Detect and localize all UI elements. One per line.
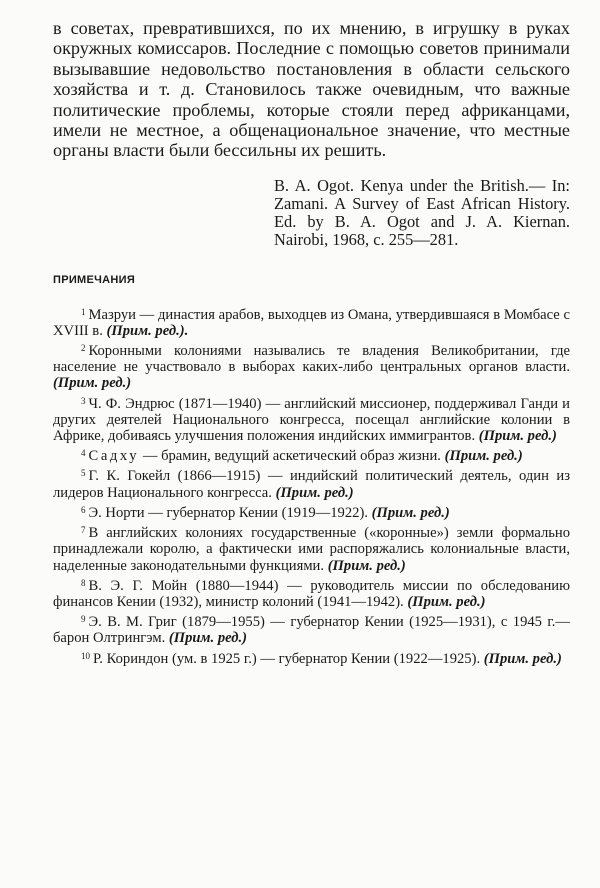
main-text bbox=[53, 18, 570, 161]
notes-heading: ПРИМЕЧАНИЯ bbox=[53, 273, 136, 286]
footnote-number: 3 bbox=[81, 395, 86, 406]
editor-note-mark: (Прим. ред.) bbox=[407, 593, 486, 610]
editor-note-mark: (Прим. ред.) bbox=[444, 448, 523, 465]
footnote-number: 2 bbox=[81, 343, 86, 354]
footnote-text: Э. В. М. Григ (1879—1955) — губернатор Кении (1925—1931), с 1945 г.— барон Олтрингэм. bbox=[53, 614, 570, 647]
footnote-text: В английских колониях государственные («коронные») земли формально принадлежали королю, а фактически ими распоряжались колониальные власти, наделенные законодательными функциями. bbox=[53, 525, 570, 574]
footnote bbox=[53, 465, 570, 500]
footnote-number: 7 bbox=[81, 525, 86, 536]
footnote-number: 4 bbox=[81, 448, 86, 459]
source-citation: B. A. Ogot. Kenya under the British.— In: Zamani. A Survey of East African History. Ed. by B. A. Ogot and J. A. Kiernan. Nairobi, 1968, c. 255—281. bbox=[274, 175, 570, 250]
footnote-text: Р. Кориндон (ум. в 1925 г.) — губернатор Кении (1922—1925). bbox=[93, 650, 481, 667]
footnote-number: 5 bbox=[81, 468, 86, 479]
footnote bbox=[53, 575, 570, 610]
footnote bbox=[53, 611, 570, 646]
footnote-text: В. Э. Г. Мойн (1880—1944) — руководитель миссии по обследованию финансов Кении (1932), министр колоний (1941—1942). bbox=[53, 577, 570, 610]
footnote bbox=[53, 522, 570, 574]
footnote bbox=[53, 304, 570, 339]
editor-note-mark: (Прим. ред.) bbox=[483, 650, 562, 667]
footnote-number: 10 bbox=[81, 650, 90, 661]
footnote-text: Э. Норти — губернатор Кении (1919—1922). bbox=[88, 504, 368, 521]
footnote bbox=[53, 340, 570, 392]
footnote-text: Мазруи — династия арабов, выходцев из Омана, утвердившаяся в Момбасе с XVIII в. bbox=[53, 306, 570, 339]
editor-note-mark: (Прим. ред.) bbox=[53, 375, 132, 392]
editor-note-mark: (Прим. ред.) bbox=[478, 428, 557, 445]
footnote bbox=[53, 502, 570, 521]
editor-note-mark: (Прим. ред.) bbox=[275, 484, 354, 501]
footnote-lead-term: Садху bbox=[88, 448, 140, 465]
editor-note-mark: (Прим. ред.). bbox=[106, 322, 189, 339]
editor-note-mark: (Прим. ред.) bbox=[371, 504, 450, 521]
footnote-text: — брамин, ведущий аскетический образ жизни. bbox=[139, 448, 441, 465]
footnote-number: 6 bbox=[81, 504, 86, 515]
footnote-text: Ч. Ф. Эндрюс (1871—1940) — английский миссионер, поддерживал Ганди и других деятелей Национального конгресса, посещал английские колонии в Африке, добиваясь улучшения положения индийских иммигрантов. bbox=[53, 395, 570, 445]
editor-note-mark: (Прим. ред.) bbox=[168, 630, 247, 647]
editor-note-mark: (Прим. ред.) bbox=[327, 557, 406, 574]
footnote bbox=[53, 393, 570, 445]
footnote bbox=[53, 648, 570, 667]
footnote-text: Коронными колониями назывались те владения Великобритании, где население не участвовало в выборах каких-либо центральных органов власти. bbox=[53, 343, 570, 376]
footnote-text: Г. К. Гокейл (1866—1915) — индийский политический деятель, один из лидеров Национального конгресса. bbox=[53, 468, 570, 501]
notes-list bbox=[53, 304, 570, 667]
footnote bbox=[53, 445, 570, 464]
footnote-number: 1 bbox=[81, 306, 86, 317]
footnote-number: 8 bbox=[81, 577, 86, 588]
main-paragraph: в советах, превратившихся, по их мнению, в игрушку в руках окружных комиссаров. Последние с помощью советов принимали вызывавшие недовольство постановления в области сельского хозяйства и т. д. Становилось также очевидным, что важные политические проблемы, которые стояли перед африканцами, имели не местное, а общенациональное значение, что местные органы власти были бессильны их решить. bbox=[53, 18, 570, 161]
footnote-number: 9 bbox=[81, 614, 86, 625]
